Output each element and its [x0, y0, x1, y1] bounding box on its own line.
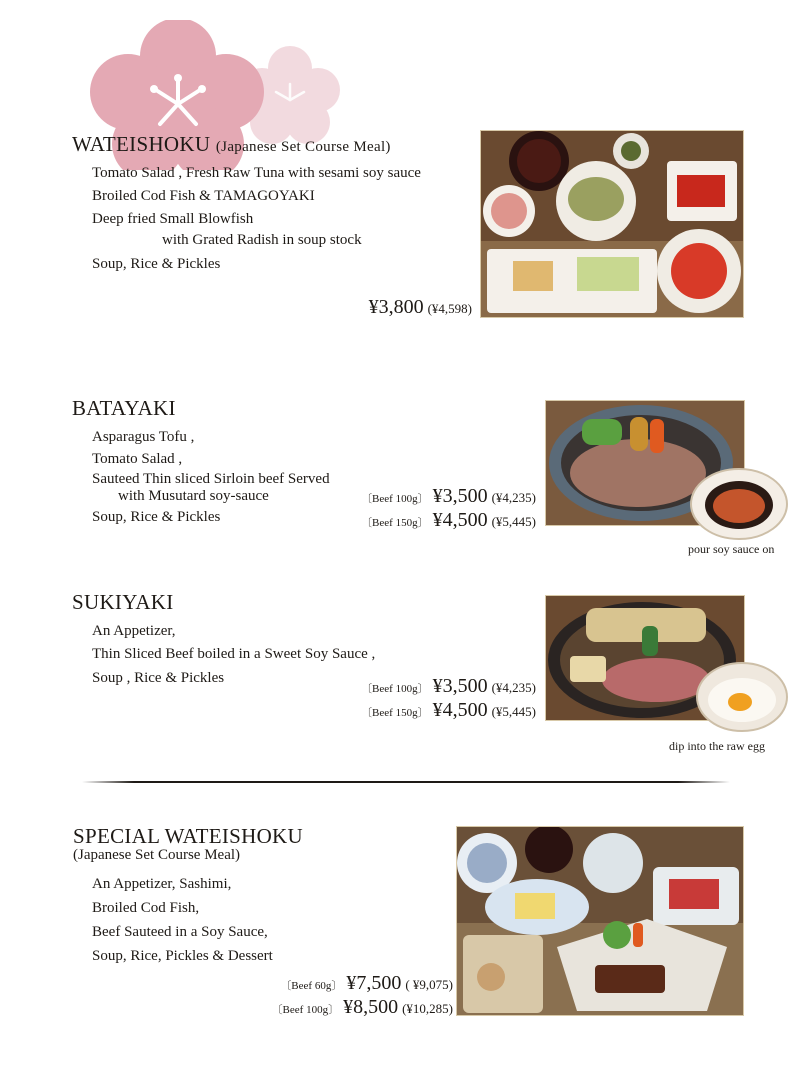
photo-caption: dip into the raw egg: [669, 739, 765, 753]
price-with-tax: (¥5,445): [491, 514, 536, 529]
section-title-batayaki: [72, 396, 176, 421]
price: ¥3,500: [432, 675, 488, 697]
price: ¥3,500: [432, 485, 488, 507]
price: ¥8,500: [343, 996, 399, 1018]
price-line: [280, 972, 453, 995]
menu-item: Tomato Salad , Fresh Raw Tuna with sesami soy sauce: [92, 165, 421, 181]
price-with-tax: ( ¥9,075): [405, 977, 453, 992]
portion-label: 〔Beef 100g〕: [271, 1004, 340, 1016]
menu-item: Beef Sauteed in a Soy Sauce,: [92, 924, 268, 940]
price: ¥7,500: [346, 972, 402, 994]
price: ¥3,800: [368, 296, 424, 318]
price: ¥4,500: [432, 699, 488, 721]
menu-item: Soup, Rice, Pickles & Dessert: [92, 948, 273, 964]
price-with-tax: (¥4,235): [491, 680, 536, 695]
section-title-wateishoku: [72, 132, 391, 157]
price-with-tax: (¥5,445): [491, 704, 536, 719]
wateishoku-photo: [480, 130, 744, 318]
price-line: [361, 699, 536, 722]
price-with-tax: (¥4,235): [491, 490, 536, 505]
menu-item: An Appetizer, Sashimi,: [92, 876, 232, 892]
photo-caption: pour soy sauce on: [688, 542, 775, 556]
menu-item: with Musutard soy-sauce: [118, 488, 269, 504]
menu-item: Asparagus Tofu ,: [92, 429, 195, 445]
special-wateishoku-photo: [456, 826, 744, 1016]
price-line: [272, 996, 453, 1019]
section-divider: [82, 781, 730, 783]
menu-item: Soup , Rice & Pickles: [92, 670, 225, 686]
menu-item: Broiled Cod Fish & TAMAGOYAKI: [92, 188, 315, 204]
price-line: [361, 675, 536, 698]
portion-label: 〔Beef 100g〕: [361, 493, 429, 505]
menu-item: Thin Sliced Beef boiled in a Sweet Soy Sauce ,: [92, 646, 376, 662]
raw-egg-dish-icon: [696, 662, 788, 732]
menu-item: Soup, Rice & Pickles: [92, 256, 221, 272]
portion-label: 〔Beef 100g〕: [361, 683, 429, 695]
section-title-special-wateishoku: SPECIAL WATEISHOKU: [73, 824, 303, 848]
portion-label: 〔Beef 150g〕: [361, 707, 429, 719]
section-subtitle: (Japanese Set Course Meal): [73, 847, 241, 863]
section-title: SUKIYAKI: [72, 590, 174, 614]
menu-item: Sauteed Thin sliced Sirloin beef Served: [92, 471, 330, 487]
price-line: [369, 296, 472, 319]
section-title-sukiyaki: [72, 590, 174, 615]
menu-item: Broiled Cod Fish,: [92, 900, 200, 916]
menu-item: An Appetizer,: [92, 623, 176, 639]
menu-item: Deep fried Small Blowfish: [92, 211, 254, 227]
price-line: [361, 485, 536, 508]
section-subtitle: (Japanese Set Course Meal): [215, 139, 391, 155]
menu-item: Soup, Rice & Pickles: [92, 509, 221, 525]
price-with-tax: (¥4,598): [427, 301, 472, 316]
portion-label: 〔Beef 60g〕: [280, 980, 343, 992]
menu-item: with Grated Radish in soup stock: [162, 232, 362, 248]
section-title: BATAYAKI: [72, 396, 176, 420]
price-line: [361, 509, 536, 532]
price-with-tax: (¥10,285): [402, 1001, 453, 1016]
price: ¥4,500: [432, 509, 488, 531]
soy-sauce-dish-icon: [690, 468, 788, 540]
menu-item: Tomato Salad ,: [92, 451, 183, 467]
portion-label: 〔Beef 150g〕: [361, 517, 429, 529]
section-title: WATEISHOKU: [72, 132, 211, 156]
